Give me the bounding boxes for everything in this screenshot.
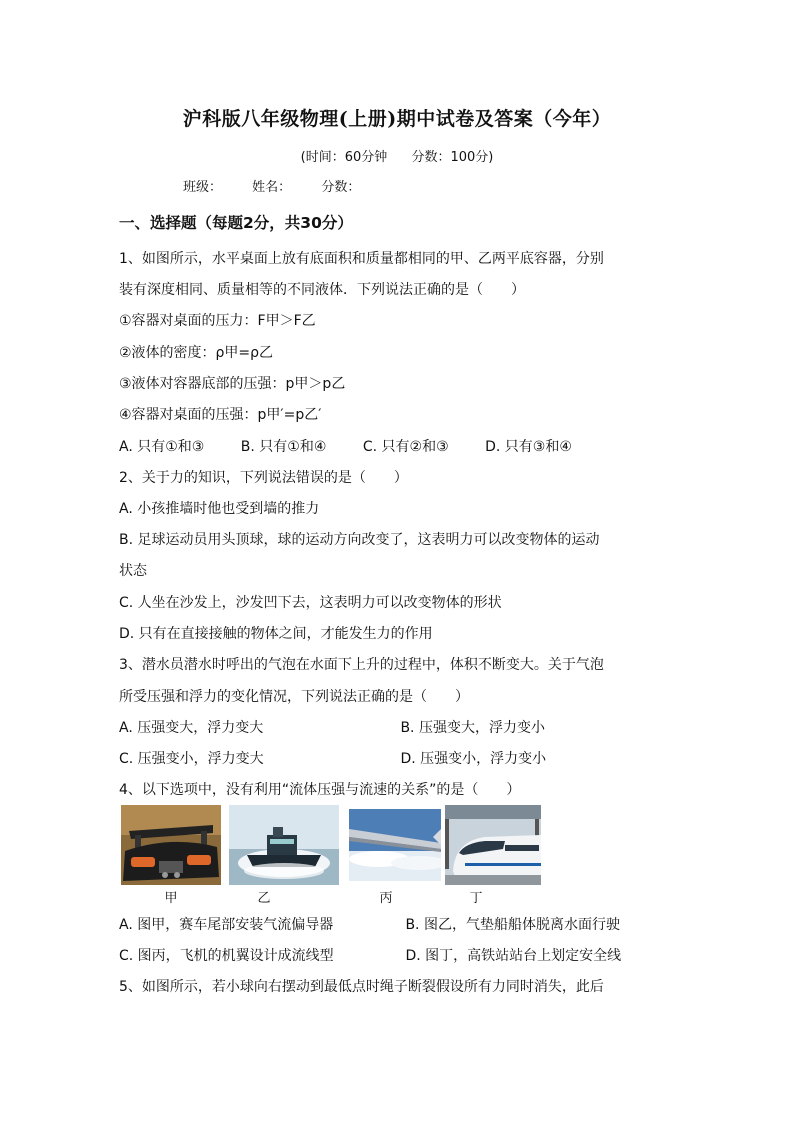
q4-stem: 4、以下选项中，没有利用“流体压强与流速的关系”的是（ ）: [119, 782, 521, 798]
q3-stem-line2: 所受压强和浮力的变化情况，下列说法正确的是（ ）: [119, 689, 469, 705]
q3-option-a[interactable]: A. 压强变大，浮力变大: [119, 720, 264, 736]
q2-option-d[interactable]: D. 只有在直接接触的物体之间，才能发生力的作用: [119, 626, 433, 642]
q1-option-c[interactable]: C. 只有②和③: [362, 439, 449, 455]
q4-options-row1: [119, 914, 620, 934]
q1-statement-4: ④容器对桌面的压强：p甲′=p乙′: [119, 407, 322, 423]
q3-option-d[interactable]: D. 压强变小，浮力变小: [400, 751, 547, 767]
exam-meta: [0, 146, 794, 165]
caption-jia: 甲: [164, 891, 178, 906]
q4-option-a[interactable]: A. 图甲，赛车尾部安装气流偏导器: [119, 917, 334, 933]
q3-options-row1: [119, 717, 677, 737]
q1-stem-line1: 1、如图所示，水平桌面上放有底面积和质量都相同的甲、乙两平底容器，分别: [119, 251, 604, 267]
figure-jia-race-car: [121, 805, 221, 885]
q4-option-c[interactable]: C. 图丙，飞机的机翼设计成流线型: [119, 948, 334, 964]
q1-option-d[interactable]: D. 只有③和④: [485, 439, 572, 455]
q4-option-b[interactable]: B. 图乙，气垫船船体脱离水面行驶: [405, 917, 620, 933]
q1-statement-1: ①容器对桌面的压力：F甲＞F乙: [119, 313, 316, 329]
q2-option-a[interactable]: A. 小孩推墙时他也受到墙的推力: [119, 501, 320, 517]
score-info: 分数：100分): [411, 150, 494, 165]
figure-ding-high-speed-train: [445, 805, 541, 885]
q1-stem-line2: 装有深度相同、质量相等的不同液体．下列说法正确的是（ ）: [119, 282, 525, 298]
q4-figures: [121, 805, 551, 906]
figure-bing-airplane-wing: [349, 809, 441, 881]
q4-option-d[interactable]: D. 图丁，高铁站站台上划定安全线: [405, 948, 622, 964]
q1-option-b[interactable]: B. 只有①和④: [240, 439, 327, 455]
q4-options-row2: [119, 945, 621, 965]
q1-options: [119, 436, 604, 456]
q3-option-c[interactable]: C. 压强变小，浮力变大: [119, 751, 264, 767]
section-heading: 一、选择题（每题2分，共30分）: [119, 214, 353, 232]
q5-stem: 5、如图所示，若小球向右摆动到最低点时绳子断裂假设所有力同时消失，此后: [119, 979, 604, 995]
q3-stem-line1: 3、潜水员潜水时呼出的气泡在水面下上升的过程中，体积不断变大。关于气泡: [119, 657, 604, 673]
q1-statement-3: ③液体对容器底部的压强：p甲＞p乙: [119, 376, 346, 392]
q2-option-b-line1[interactable]: B. 足球运动员用头顶球，球的运动方向改变了，这表明力可以改变物体的运动: [119, 532, 600, 548]
caption-bing: 丙: [379, 891, 393, 906]
q3-options-row2: [119, 748, 677, 768]
q2-stem: 2、关于力的知识，下列说法错误的是（ ）: [119, 470, 408, 486]
caption-yi: 乙: [257, 891, 271, 906]
q2-option-b-line2[interactable]: 状态: [119, 563, 147, 579]
q3-option-b[interactable]: B. 压强变大，浮力变小: [400, 720, 545, 736]
class-label: 班级：: [183, 180, 223, 195]
page-title: 沪科版八年级物理(上册)期中试卷及答案（今年）: [182, 108, 612, 130]
student-info-row: [183, 176, 386, 195]
figure-yi-hovercraft: [229, 805, 339, 885]
q2-option-c[interactable]: C. 人坐在沙发上，沙发凹下去，这表明力可以改变物体的形状: [119, 595, 502, 611]
name-label: 姓名：: [252, 180, 292, 195]
caption-ding: 丁: [469, 891, 483, 906]
time-info: (时间：60分钟: [300, 150, 388, 165]
points-label: 分数：: [321, 180, 361, 195]
q1-option-a[interactable]: A. 只有①和③: [119, 439, 205, 455]
q1-statement-2: ②液体的密度：ρ甲=ρ乙: [119, 345, 274, 361]
